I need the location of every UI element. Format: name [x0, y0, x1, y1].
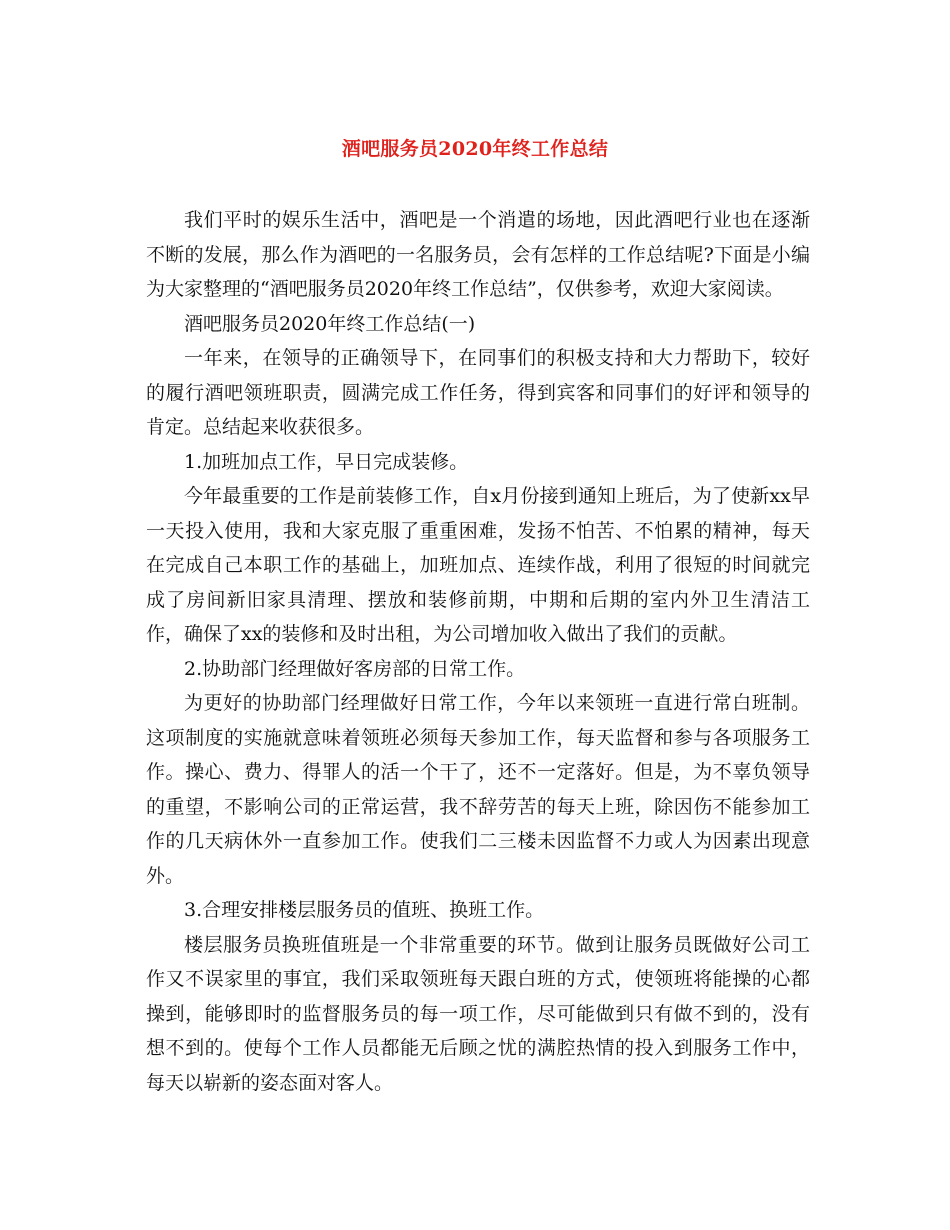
body-paragraph: 楼层服务员换班值班是一个非常重要的环节。做到让服务员既做好公司工作又不误家里的事宜，我们采取领班每天跟白班的方式，使领班将能操的心都操到，能够即时的监督服务员的每一项工作，尽可能做到只有做不到的，没有想不到的。使每个工作人员都能无后顾之忧的满腔热情的投入到服务工作中，每天以崭新的姿态面对客人。	[146, 933, 810, 1094]
document-body	[146, 203, 810, 1100]
item-heading-1: 1.加班加点工作，早日完成装修。	[184, 450, 469, 473]
intro-paragraph: 我们平时的娱乐生活中，酒吧是一个消遣的场地，因此酒吧行业也在逐渐不断的发展，那么作为酒吧的一名服务员，会有怎样的工作总结呢?下面是小编为大家整理的“酒吧服务员2020年终工作总结”，仅供参考，欢迎大家阅读。	[146, 209, 810, 300]
document-title: 酒吧服务员2020年终工作总结	[341, 138, 609, 160]
body-paragraph: 今年最重要的工作是前装修工作，自x月份接到通知上班后，为了使新xx早一天投入使用，我和大家克服了重重困难，发扬不怕苦、不怕累的精神，每天在完成自己本职工作的基础上，加班加点、连续作战，利用了很短的时间就完成了房间新旧家具清理、摆放和装修前期，中期和后期的室内外卫生清洁工作，确保了xx的装修和及时出租，为公司增加收入做出了我们的贡献。	[146, 485, 810, 645]
item-heading-3: 3.合理安排楼层服务员的值班、换班工作。	[184, 899, 545, 921]
body-paragraph: 一年来，在领导的正确领导下，在同事们的积极支持和大力帮助下，较好的履行酒吧领班职责，圆满完成工作任务，得到宾客和同事们的好评和领导的肯定。总结起来收获很多。	[146, 347, 810, 438]
body-paragraph: 为更好的协助部门经理做好日常工作，今年以来领班一直进行常白班制。这项制度的实施就意味着领班必须每天参加工作，每天监督和参与各项服务工作。操心、费力、得罪人的活一个干了，还不一定落好。但是，为不辜负领导的重望，不影响公司的正常运营，我不辞劳苦的每天上班，除因伤不能参加工作的几天病休外一直参加工作。使我们二三楼未因监督不力或人为因素出现意外。	[146, 692, 810, 887]
item-heading-2: 2.协助部门经理做好客房部的日常工作。	[184, 657, 526, 680]
section-heading: 酒吧服务员2020年终工作总结(一)	[184, 312, 476, 335]
